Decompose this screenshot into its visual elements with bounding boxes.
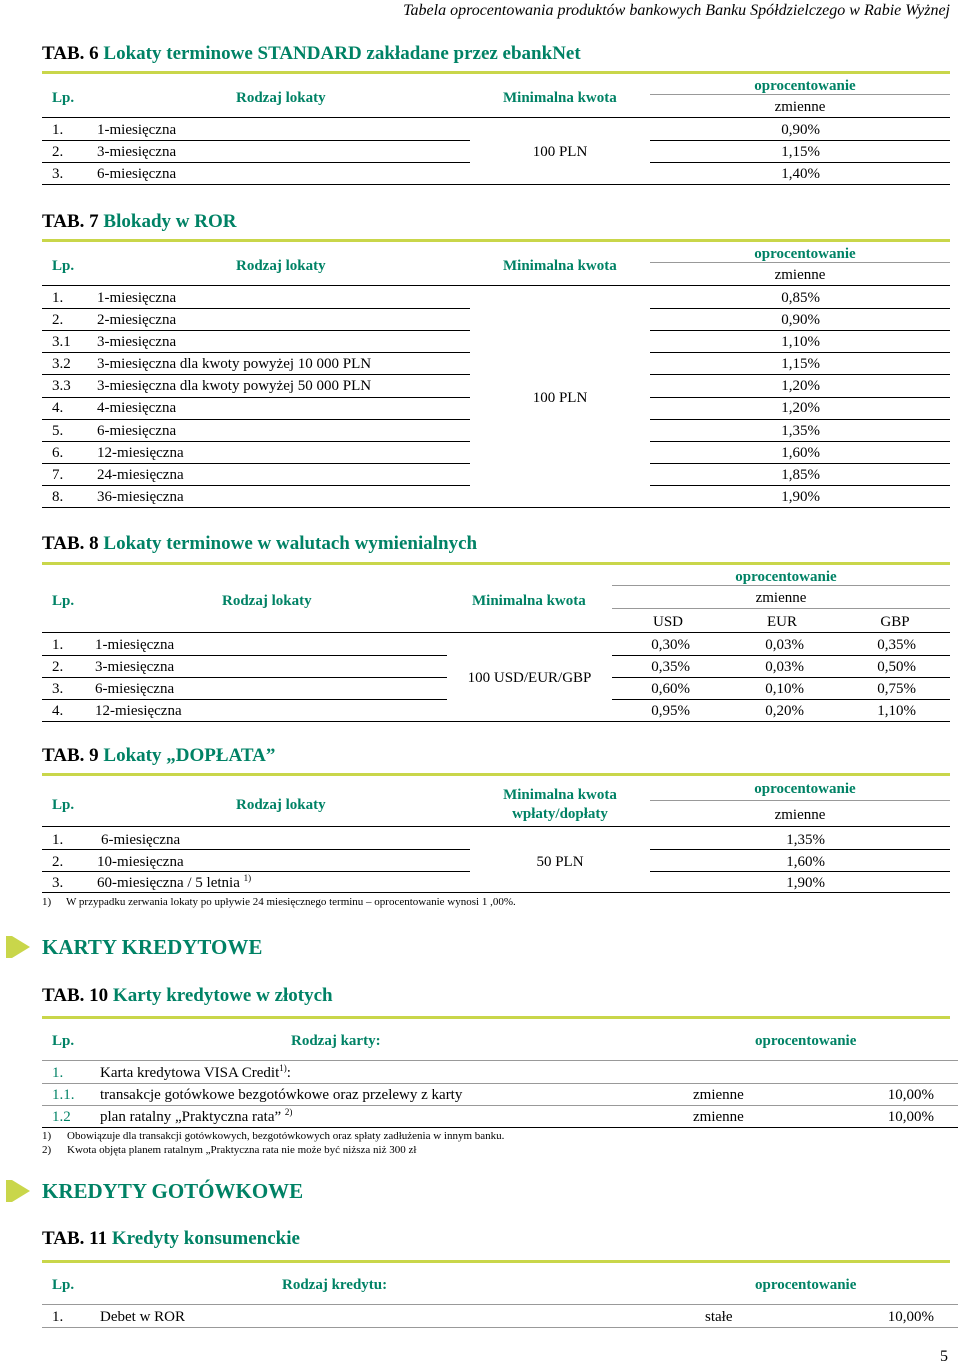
tab6-row-lp: 1.	[52, 122, 64, 138]
tab9-col-type: Rodzaj lokaty	[236, 797, 326, 813]
tab6-col-rate: oprocentowanie	[754, 78, 856, 94]
tab9-row-rate: 1,90%	[786, 875, 825, 891]
tab7-row-lp: 6.	[52, 445, 64, 461]
tab11-top-bar	[42, 1260, 950, 1263]
tab7-row-name: 24-miesięczna	[97, 467, 184, 483]
tab7-title	[42, 211, 236, 233]
row-line	[42, 162, 470, 163]
tab8-top-bar	[42, 562, 950, 565]
tab7-row-name: 4-miesięczna	[97, 400, 177, 416]
tab8-col-type: Rodzaj lokaty	[222, 593, 312, 609]
tab7-row-name: 36-miesięczna	[97, 489, 184, 505]
tab11-header-line	[42, 1304, 958, 1305]
tab8-row-lp: 3.	[52, 681, 64, 697]
tab6-header-line	[42, 117, 950, 118]
tab8-rate-usd: 0,35%	[651, 659, 690, 675]
tab9-row-name: 6-miesięczna	[101, 832, 181, 848]
tab8-col-lp: Lp.	[52, 593, 75, 609]
tab10-title	[42, 985, 333, 1007]
tab8-bottom-line	[42, 721, 950, 722]
tab7-row-lp: 5.	[52, 423, 64, 439]
row-line	[42, 849, 470, 850]
row-line	[650, 140, 950, 141]
tab11-heading: Kredyty konsumenckie	[111, 1228, 300, 1249]
tab7-row-rate: 1,35%	[781, 423, 820, 439]
tab8-rate-gbp: 0,35%	[877, 637, 916, 653]
tab9-col-lp: Lp.	[52, 797, 75, 813]
tab6-min-amount: 100 PLN	[532, 144, 588, 160]
tab11-row-name: Debet w ROR	[100, 1309, 185, 1325]
tab6-row-lp: 2.	[52, 144, 64, 160]
tab9-col-min-sub: wpłaty/dopłaty	[512, 806, 608, 822]
row-line	[42, 655, 447, 656]
row-line	[42, 1083, 958, 1084]
tab8-col-usd: USD	[652, 614, 683, 630]
tab8-col-rate: oprocentowanie	[735, 569, 837, 585]
tab7-row-lp: 1.	[52, 290, 64, 306]
row-line	[612, 655, 950, 656]
tab8-row-name: 6-miesięczna	[95, 681, 175, 697]
tab11-row-kind: stałe	[705, 1309, 733, 1325]
tab8-prefix: TAB. 8	[42, 533, 99, 554]
tab10-footnote-mark: 1)	[42, 1130, 52, 1142]
tab8-rate-eur: 0,03%	[765, 659, 804, 675]
tab9-heading: Lokaty „DOPŁATA”	[103, 745, 276, 766]
tab10-row-lp: 1.	[52, 1065, 64, 1081]
page-header: Tabela oprocentowania produktów bankowych Banku Spółdzielczego w Rabie Wyżnej	[403, 2, 950, 19]
tab10-prefix: TAB. 10	[42, 985, 109, 1006]
tab10-col-lp: Lp.	[52, 1033, 75, 1049]
row-line	[42, 699, 447, 700]
tab7-row-name: 1-miesięczna	[97, 290, 177, 306]
tab8-col-eur: EUR	[767, 614, 797, 630]
tab10-row-name-text: plan ratalny „Praktyczna rata”	[100, 1109, 282, 1125]
tab8-col-min: Minimalna kwota	[472, 593, 586, 609]
row-line	[650, 330, 950, 331]
row-line	[42, 352, 470, 353]
tab6-row-rate: 1,15%	[781, 144, 820, 160]
tab10-row-name	[100, 1108, 292, 1126]
tab6-title	[42, 43, 581, 65]
tab6-row-rate: 0,90%	[781, 122, 820, 138]
row-line	[42, 308, 470, 309]
tab9-row-rate: 1,35%	[786, 832, 825, 848]
tab7-row-lp: 2.	[52, 312, 64, 328]
tab9-title	[42, 745, 275, 767]
tab7-col-rate: oprocentowanie	[754, 246, 856, 262]
tab9-col-min: Minimalna kwota	[503, 787, 617, 803]
tab10-footnote: Kwota objęta planem ratalnym „Praktyczna rata nie może być niższa niż 300 zł	[67, 1144, 417, 1156]
tab10-footnote: Obowiązuje dla transakcji gotówkowych, bezgotówkowych oraz spłaty zadłużenia w innym banku.	[67, 1130, 505, 1142]
tab6-col-min: Minimalna kwota	[503, 90, 617, 106]
row-line	[42, 140, 470, 141]
tab8-col-rate-sub: zmienne	[755, 590, 807, 606]
row-line	[650, 162, 950, 163]
row-line	[650, 374, 950, 375]
row-line	[650, 397, 950, 398]
tab10-row-rate: 10,00%	[887, 1109, 934, 1125]
tab7-col-type: Rodzaj lokaty	[236, 258, 326, 274]
tab9-row-name-text: 60-miesięczna / 5 letnia	[97, 875, 240, 891]
tab6-col-type: Rodzaj lokaty	[236, 90, 326, 106]
section-title-cards: KARTY KREDYTOWE	[42, 935, 263, 959]
tab8-row-lp: 1.	[52, 637, 64, 653]
section-title-loans: KREDYTY GOTÓWKOWE	[42, 1179, 304, 1203]
tab8-rate-usd: 0,30%	[651, 637, 690, 653]
tab9-top-bar	[42, 773, 950, 776]
tab7-row-name: 12-miesięczna	[97, 445, 184, 461]
tab9-row-lp: 1.	[52, 832, 64, 848]
row-line	[42, 441, 470, 442]
tab10-col-type: Rodzaj karty:	[291, 1033, 381, 1049]
tab8-min-amount: 100 USD/EUR/GBP	[467, 670, 592, 686]
tab11-row-lp: 1.	[52, 1309, 64, 1325]
tab8-row-name: 3-miesięczna	[95, 659, 175, 675]
tab8-row-name: 1-miesięczna	[95, 637, 175, 653]
tab10-row-name-text: Karta kredytowa VISA Credit	[100, 1065, 280, 1081]
tab7-row-rate: 1,60%	[781, 445, 820, 461]
tab10-row-kind: zmienne	[693, 1109, 744, 1125]
tab10-bottom-line	[42, 1127, 958, 1128]
row-line	[650, 463, 950, 464]
tab6-col-lp: Lp.	[52, 90, 75, 106]
tab6-bottom-line	[42, 184, 950, 185]
tab7-header-line	[42, 285, 950, 286]
tab8-row-name: 12-miesięczna	[95, 703, 182, 719]
tab7-col-lp: Lp.	[52, 258, 75, 274]
tab9-header-line	[42, 826, 950, 827]
tab10-footnote-mark: 2)	[42, 1144, 52, 1156]
tab8-row-lp: 4.	[52, 703, 64, 719]
tab9-row-name: 10-miesięczna	[97, 854, 184, 870]
tab7-row-rate: 1,10%	[781, 334, 820, 350]
row-line	[42, 397, 470, 398]
row-line	[650, 419, 950, 420]
footnote-ref: 2)	[284, 1107, 293, 1117]
tab9-prefix: TAB. 9	[42, 745, 99, 766]
row-line	[42, 871, 470, 872]
tab7-top-bar	[42, 239, 950, 242]
tab8-rate-eur: 0,03%	[765, 637, 804, 653]
tab8-rate-usd: 0,95%	[651, 703, 690, 719]
tab9-row-rate: 1,60%	[786, 854, 825, 870]
row-line	[650, 485, 950, 486]
tab6-col-rate-sub: zmienne	[774, 99, 826, 115]
tab7-col-min: Minimalna kwota	[503, 258, 617, 274]
tab7-row-name: 3-miesięczna	[97, 334, 177, 350]
tab7-row-lp: 3.1	[52, 334, 71, 350]
tab11-col-rate: oprocentowanie	[755, 1277, 857, 1293]
tab8-header-divider	[612, 608, 950, 609]
row-line	[42, 374, 470, 375]
section-arrow-icon	[12, 936, 30, 958]
tab7-row-lp: 3.3	[52, 378, 71, 394]
tab7-row-rate: 1,90%	[781, 489, 820, 505]
row-line	[650, 352, 950, 353]
row-line	[42, 419, 470, 420]
row-line	[650, 308, 950, 309]
tab9-bottom-line	[42, 892, 950, 893]
tab11-row-rate: 10,00%	[887, 1309, 934, 1325]
tab9-footnote: W przypadku zerwania lokaty po upływie 24 miesięcznego terminu – oprocentowanie wynosi 1 ,00%.	[66, 896, 516, 908]
tab10-row-kind: zmienne	[693, 1087, 744, 1103]
tab10-row-lp: 1.2	[52, 1109, 71, 1125]
tab7-prefix: TAB. 7	[42, 211, 99, 232]
tab9-col-rate: oprocentowanie	[754, 781, 856, 797]
tab10-row-suffix: :	[286, 1065, 291, 1081]
tab7-row-lp: 4.	[52, 400, 64, 416]
tab8-rate-eur: 0,10%	[765, 681, 804, 697]
footnote-ref: 1)	[243, 873, 252, 883]
tab10-row-name: transakcje gotówkowe bezgotówkowe oraz przelewy z karty	[100, 1087, 463, 1103]
tab7-row-lp: 3.2	[52, 356, 71, 372]
tab7-bottom-line	[42, 507, 950, 508]
tab6-top-bar	[42, 71, 950, 74]
tab7-row-rate: 1,20%	[781, 378, 820, 394]
tab6-header-divider	[650, 94, 950, 95]
tab7-heading: Blokady w ROR	[103, 211, 237, 232]
row-line	[42, 1105, 958, 1106]
tab7-min-amount: 100 PLN	[532, 390, 588, 406]
tab10-top-bar	[42, 1016, 950, 1019]
tab6-row-name: 1-miesięczna	[97, 122, 177, 138]
tab10-header-line	[42, 1060, 958, 1061]
tab11-col-lp: Lp.	[52, 1277, 75, 1293]
tab7-row-lp: 7.	[52, 467, 64, 483]
row-line	[42, 330, 470, 331]
tab9-row-lp: 2.	[52, 854, 64, 870]
tab7-row-rate: 0,90%	[781, 312, 820, 328]
row-line	[650, 441, 950, 442]
tab7-row-name: 6-miesięczna	[97, 423, 177, 439]
tab11-title	[42, 1228, 300, 1250]
row-line	[612, 677, 950, 678]
tab9-col-rate-sub: zmienne	[774, 807, 826, 823]
page-number: 5	[940, 1348, 948, 1365]
tab11-prefix: TAB. 11	[42, 1228, 108, 1249]
tab10-row-lp: 1.1.	[52, 1087, 75, 1103]
tab7-row-rate: 1,85%	[781, 467, 820, 483]
row-line	[42, 485, 470, 486]
tab7-row-name: 3-miesięczna dla kwoty powyżej 50 000 PLN	[97, 378, 372, 394]
tab7-row-name: 3-miesięczna dla kwoty powyżej 10 000 PLN	[97, 356, 372, 372]
tab9-min-amount: 50 PLN	[536, 854, 584, 870]
tab8-header-line	[42, 632, 950, 633]
tab7-row-lp: 8.	[52, 489, 64, 505]
tab8-header-divider	[612, 585, 950, 586]
row-line	[42, 463, 470, 464]
tab7-col-rate-sub: zmienne	[774, 267, 826, 283]
tab6-row-lp: 3.	[52, 166, 64, 182]
tab6-heading: Lokaty terminowe STANDARD zakładane przez ebankNet	[103, 43, 581, 64]
tab10-col-rate: oprocentowanie	[755, 1033, 857, 1049]
tab8-rate-gbp: 1,10%	[877, 703, 916, 719]
row-line	[612, 699, 950, 700]
tab7-header-divider	[650, 262, 950, 263]
tab6-row-rate: 1,40%	[781, 166, 820, 182]
row-line	[42, 677, 447, 678]
tab10-heading: Karty kredytowe w złotych	[112, 985, 333, 1006]
tab8-col-gbp: GBP	[880, 614, 910, 630]
tab6-row-name: 3-miesięczna	[97, 144, 177, 160]
tab8-rate-gbp: 0,75%	[877, 681, 916, 697]
tab9-footnote-mark: 1)	[42, 896, 52, 908]
tab11-col-type: Rodzaj kredytu:	[282, 1277, 388, 1293]
tab7-row-rate: 1,15%	[781, 356, 820, 372]
tab9-header-divider	[650, 800, 950, 801]
tab6-prefix: TAB. 6	[42, 43, 99, 64]
tab8-title	[42, 533, 477, 555]
tab10-row-name	[100, 1064, 291, 1082]
tab7-row-rate: 1,20%	[781, 400, 820, 416]
tab8-row-lp: 2.	[52, 659, 64, 675]
tab8-rate-usd: 0,60%	[651, 681, 690, 697]
row-line	[650, 871, 950, 872]
tab8-rate-gbp: 0,50%	[877, 659, 916, 675]
tab7-row-rate: 0,85%	[781, 290, 820, 306]
footnote-ref: 1)	[279, 1063, 287, 1073]
row-line	[650, 849, 950, 850]
tab7-row-name: 2-miesięczna	[97, 312, 177, 328]
tab8-heading: Lokaty terminowe w walutach wymienialnych	[103, 533, 478, 554]
tab11-bottom-line	[42, 1327, 958, 1328]
tab9-row-lp: 3.	[52, 875, 64, 891]
tab10-row-rate: 10,00%	[887, 1087, 934, 1103]
tab8-rate-eur: 0,20%	[765, 703, 804, 719]
tab6-row-name: 6-miesięczna	[97, 166, 177, 182]
tab9-row-name	[97, 874, 251, 892]
section-arrow-icon	[12, 1180, 30, 1202]
